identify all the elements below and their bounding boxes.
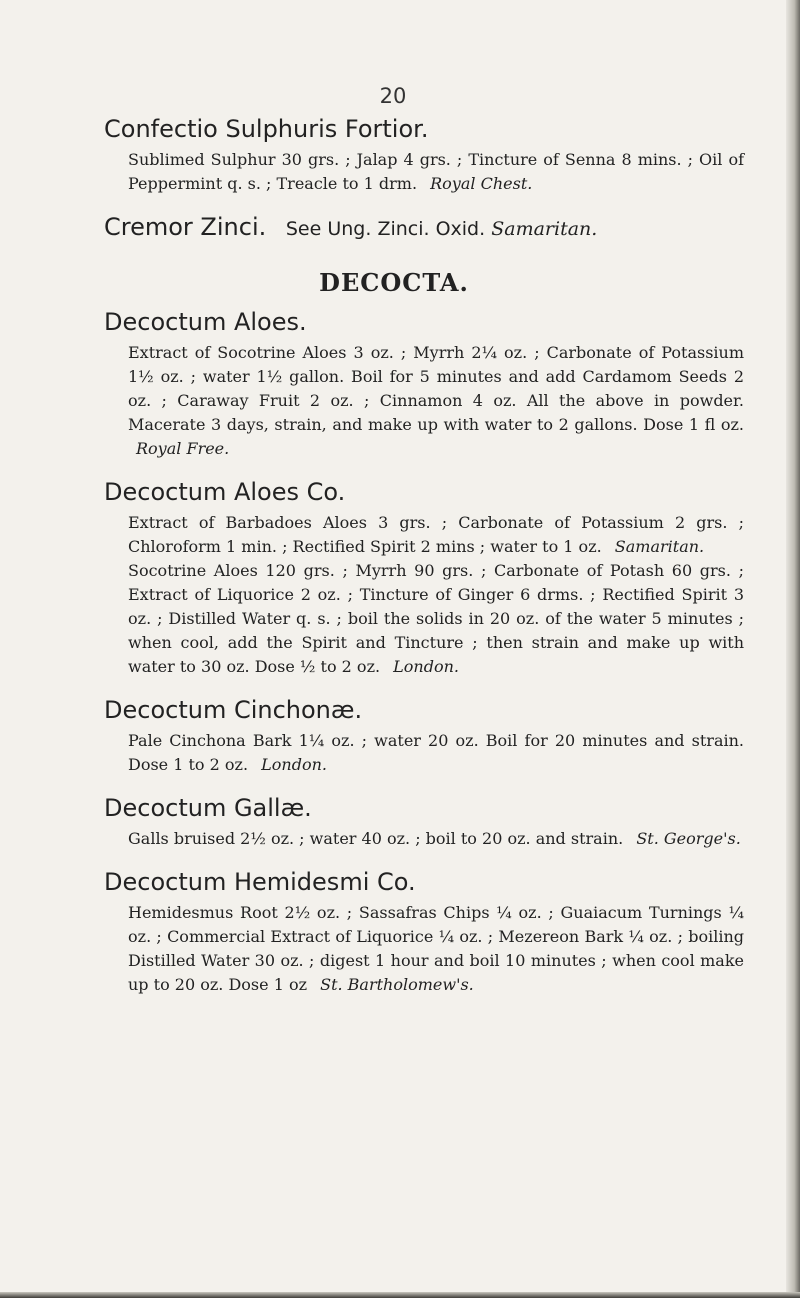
entry-body — [128, 827, 744, 851]
entry-title: Cremor Zinci. — [104, 213, 267, 241]
entry-text: Pale Cinchona Bark 1¼ oz. ; water 20 oz. Boil for 20 minutes and strain. Dose 1 to 2 oz. — [128, 731, 744, 774]
entry-title: Decoctum Aloes. — [104, 308, 307, 336]
entry-source: London. — [261, 755, 327, 774]
entry-decoctum-gallae — [104, 791, 744, 851]
entry-body-variant — [128, 559, 744, 679]
entry-body — [128, 341, 744, 461]
entry-text: Socotrine Aloes 120 grs. ; Myrrh 90 grs. ; Carbonate of Potash 60 grs. ; Extract of Liquorice 2 oz. ; Tincture of Ginger 6 drms. ; Rectified Spirit 3 oz. ; Distilled Water q. s. ; boil the solids in 20 oz. of the water 5 minutes ; when cool, add the Spirit and Tincture ; then strain and make up with water to 30 oz. Dose ½ to 2 oz. — [128, 561, 744, 676]
cross-reference — [286, 218, 597, 240]
entry-body — [128, 511, 744, 559]
entry-title: Decoctum Cinchonæ. — [104, 696, 363, 724]
entry-source: Samaritan. — [491, 218, 598, 240]
entry-text: Extract of Barbadoes Aloes 3 grs. ; Carbonate of Potassium 2 grs. ; Chloroform 1 min. ; Rectified Spirit 2 mins ; water to 1 oz. — [128, 513, 744, 556]
entry-source: St. Bartholomew's. — [320, 975, 474, 994]
entry-cremor — [104, 210, 744, 246]
page-edge-shadow — [786, 0, 800, 1298]
entry-body — [128, 901, 744, 997]
entry-confectio — [104, 112, 744, 196]
entry-body — [128, 148, 744, 196]
entry-text: Extract of Socotrine Aloes 3 oz. ; Myrrh 2¼ oz. ; Carbonate of Potassium 1½ oz. ; water 1½ gallon. Boil for 5 minutes and add Cardamom Seeds 2 oz. ; Caraway Fruit 2 oz. ; Cinnamon 4 oz. All the above in powder. Macerate 3 days, strain, and make up with water to 2 gallons. Dose 1 fl oz. — [128, 343, 744, 434]
entry-decoctum-aloes — [104, 305, 744, 461]
entry-source: Royal Chest. — [430, 174, 533, 193]
entry-source: Royal Free. — [136, 439, 230, 458]
page-content — [104, 112, 744, 1011]
entry-text: Sublimed Sulphur 30 grs. ; Jalap 4 grs. ; Tincture of Senna 8 mins. ; Oil of Peppermint q. s. ; Treacle to 1 drm. — [128, 150, 744, 193]
entry-text: Hemidesmus Root 2½ oz. ; Sassafras Chips ¼ oz. ; Guaiacum Turnings ¼ oz. ; Commercial Extract of Liquorice ¼ oz. ; Mezereon Bark ¼ oz. ; boiling Distilled Water 30 oz. ; digest 1 hour and boil 10 minutes ; when cool make up to 20 oz. Dose 1 oz — [128, 903, 744, 994]
bottom-edge-shadow — [0, 1292, 800, 1298]
entry-decoctum-cinchonae — [104, 693, 744, 777]
entry-decoctum-aloes-co — [104, 475, 744, 679]
entry-decoctum-hemidesmi-co — [104, 865, 744, 997]
entry-body — [128, 729, 744, 777]
entry-source: London. — [393, 657, 459, 676]
entry-source: Samaritan. — [614, 537, 705, 556]
section-heading: DECOCTA. — [319, 268, 469, 297]
page-number: 20 — [379, 84, 407, 108]
entry-title: Decoctum Hemidesmi Co. — [104, 868, 416, 896]
entry-source: St. George's. — [636, 829, 741, 848]
cross-reference-text: See Ung. Zinci. Oxid. — [285, 218, 486, 240]
entry-text: Galls bruised 2½ oz. ; water 40 oz. ; boil to 20 oz. and strain. — [128, 829, 624, 848]
entry-title: Decoctum Gallæ. — [104, 794, 312, 822]
entry-title: Confectio Sulphuris Fortior. — [104, 115, 429, 143]
entry-title: Decoctum Aloes Co. — [104, 478, 346, 506]
